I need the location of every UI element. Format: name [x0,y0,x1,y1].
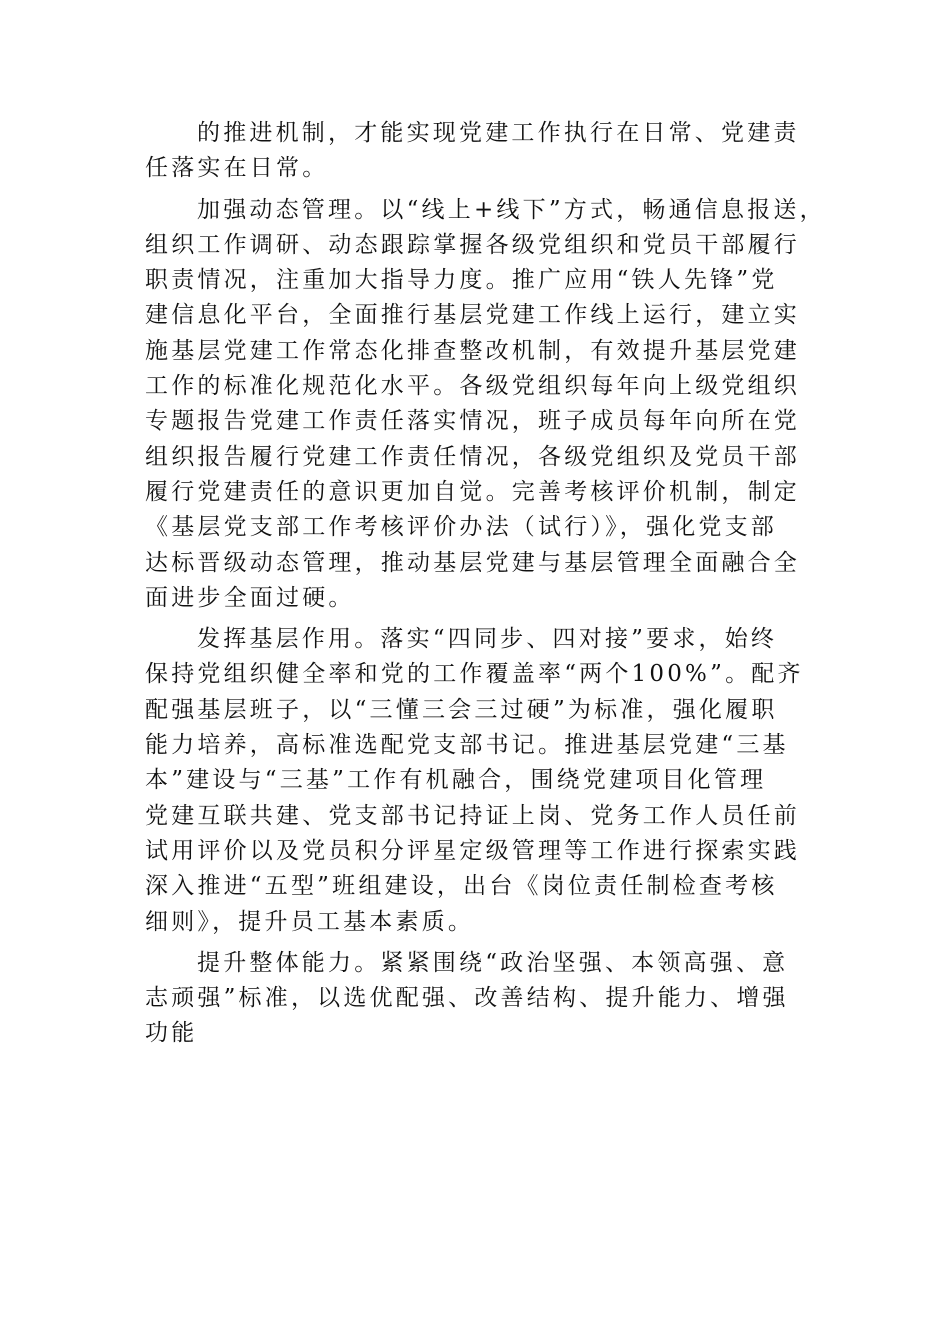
text-line: 面进步全面过硬。 [145,584,355,611]
document-body [145,116,826,1052]
text-line: 能力培养，高标准选配党支部书记。推进基层党建“三基 [145,732,789,759]
text-line: 达标晋级动态管理，推动基层党建与基层管理全面融合全 [145,549,800,576]
text-line: 保持党组织健全率和党的工作覆盖率“两个100%”。配齐 [145,661,804,688]
text-line: 建信息化平台，全面推行基层党建工作线上运行，建立实 [145,302,800,329]
text-line: 功能 [145,1020,198,1047]
text-line: 任落实在日常。 [145,155,329,182]
text-line: 履行党建责任的意识更加自觉。完善考核评价机制，制定 [145,478,800,505]
text-line: 细则》，提升员工基本素质。 [145,908,475,935]
text-line: 《基层党支部工作考核评价办法（试行）》，强化党支部 [145,514,777,541]
text-line: 加强动态管理。以“线上+线下”方式，畅通信息报送， [197,196,826,223]
text-line: 深入推进“五型”班组建设，出台《岗位责任制检查考核 [145,873,778,900]
text-line: 组织工作调研、动态跟踪掌握各级党组织和党员干部履行 [145,231,800,258]
text-line: 专题报告党建工作责任落实情况，班子成员每年向所在党 [145,408,800,435]
text-line: 试用评价以及党员积分评星定级管理等工作进行探索实践 [145,837,800,864]
text-line: 职责情况，注重加大指导力度。推广应用“铁人先锋”党 [145,267,778,294]
text-line: 配强基层班子，以“三懂三会三过硬”为标准，强化履职 [145,696,778,723]
text-line: 党建互联共建、党支部书记持证上岗、党务工作人员任前 [145,802,800,829]
text-line: 施基层党建工作常态化排查整改机制，有效提升基层党建 [145,337,800,364]
text-line: 工作的标准化规范化水平。各级党组织每年向上级党组织 [145,373,800,400]
text-line: 志顽强”标准，以选优配强、改善结构、提升能力、增强 [145,985,789,1012]
text-line: 的推进机制，才能实现党建工作执行在日常、党建责 [197,120,800,146]
text-line: 发挥基层作用。落实“四同步、四对接”要求，始终 [197,626,778,653]
text-line: 本”建设与“三基”工作有机融合，围绕党建项目化管理 [145,767,767,794]
text-line: 组织报告履行党建工作责任情况，各级党组织及党员干部 [145,443,800,470]
text-line: 提升整体能力。紧紧围绕“政治坚强、本领高强、意 [197,949,789,976]
